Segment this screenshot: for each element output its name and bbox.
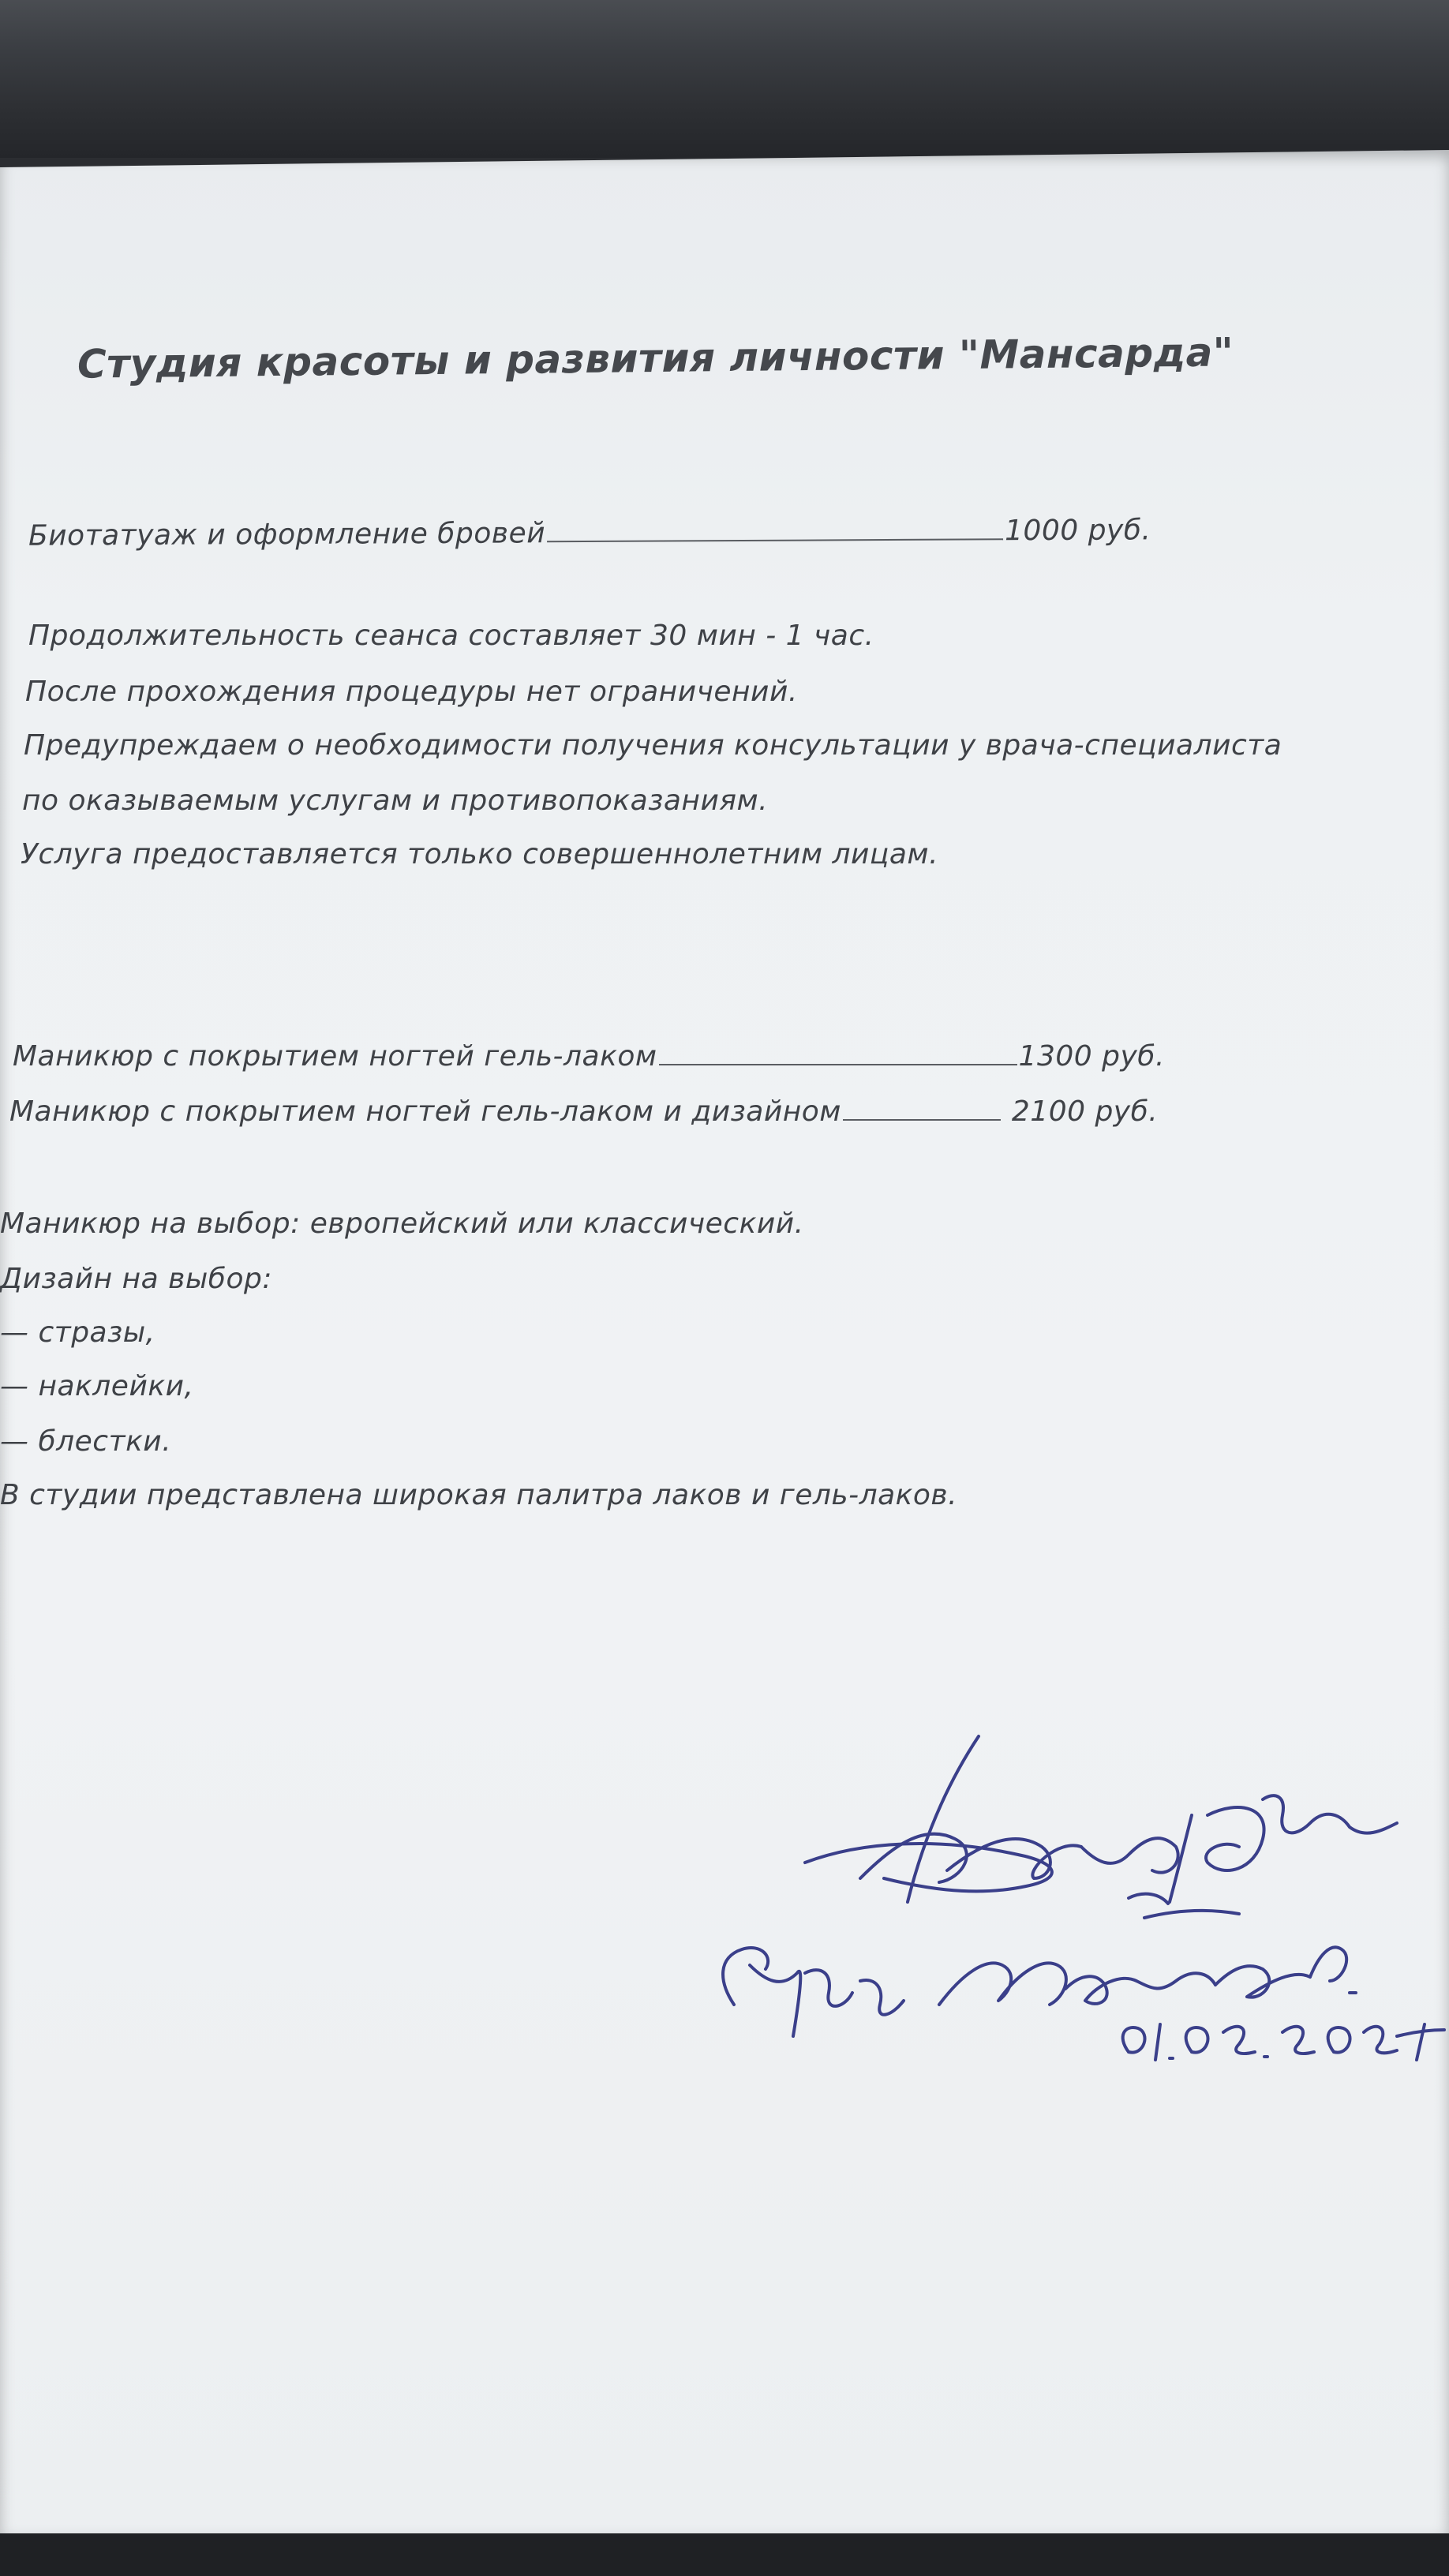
note-line: — стразы, bbox=[0, 1316, 155, 1349]
note-line: Дизайн на выбор: bbox=[0, 1263, 272, 1295]
service-row bbox=[13, 1040, 1165, 1073]
service-name: Биотатуаж и оформление бровей bbox=[28, 517, 546, 552]
handwritten-signature bbox=[687, 1720, 1449, 2084]
document-sheet bbox=[0, 150, 1449, 2533]
background-surface bbox=[0, 0, 1449, 158]
leader-line bbox=[843, 1118, 1001, 1121]
service-name: Маникюр с покрытием ногтей гель-лаком и дизайном bbox=[9, 1095, 841, 1128]
service-price: 1300 руб. bbox=[1018, 1040, 1165, 1073]
note-line: — блестки. bbox=[0, 1425, 172, 1458]
service-row bbox=[28, 514, 1151, 552]
note-line: В студии представлена широкая палитра лаков и гель-лаков. bbox=[0, 1479, 958, 1511]
note-line: Услуга предоставляется только совершеннолетним лицам. bbox=[21, 838, 939, 871]
document-title: Студия красоты и развития личности "Мансарда" bbox=[77, 329, 1234, 388]
note-line: — наклейки, bbox=[0, 1370, 194, 1402]
note-line: по оказываемым услугам и противопоказаниям. bbox=[22, 784, 769, 817]
service-name: Маникюр с покрытием ногтей гель-лаком bbox=[13, 1040, 657, 1073]
leader-line bbox=[547, 537, 1003, 542]
note-line: Продолжительность сеанса составляет 30 мин - 1 час. bbox=[28, 620, 874, 652]
service-row bbox=[9, 1095, 1158, 1128]
leader-line bbox=[659, 1063, 1017, 1065]
note-line: Предупреждаем о необходимости получения консультации у врача-специалиста bbox=[24, 729, 1282, 762]
service-price: 1000 руб. bbox=[1004, 514, 1151, 548]
note-line: После прохождения процедуры нет ограничений. bbox=[25, 676, 798, 708]
note-line: Маникюр на выбор: европейский или классический. bbox=[0, 1208, 804, 1240]
service-price: 2100 руб. bbox=[1011, 1095, 1159, 1128]
